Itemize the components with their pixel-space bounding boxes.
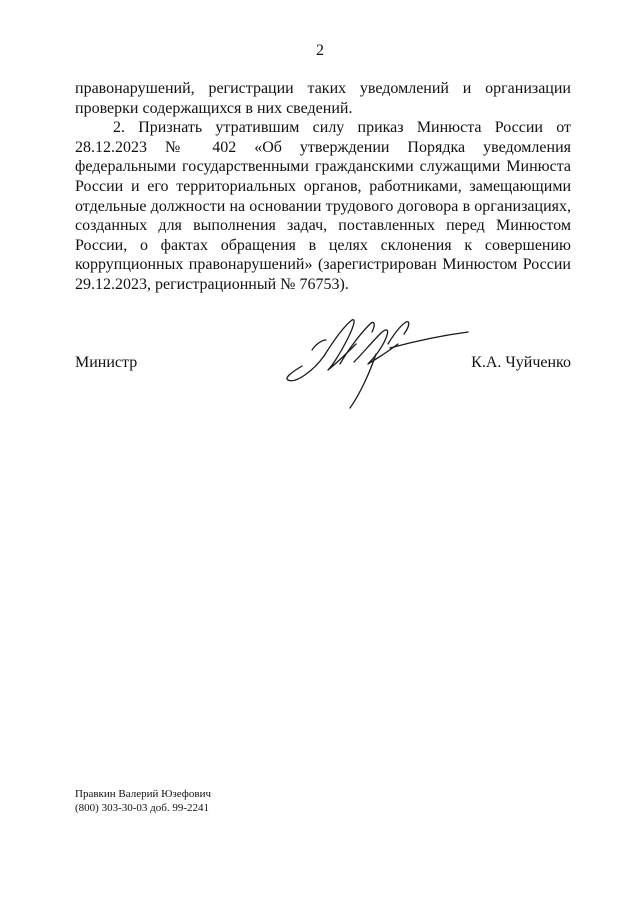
paragraph-continuation: правонарушений, регистрации таких уведомлений и организации проверки содержащихся в них сведений.: [75, 80, 571, 117]
document-body: [75, 79, 571, 295]
signatory-name: К.А. Чуйченко: [471, 354, 571, 371]
executor-name: Правкин Валерий Юзефович: [75, 788, 212, 800]
signatory-title: Министр: [75, 354, 138, 371]
executor-phone: (800) 303-30-03 доб. 99-2241: [75, 802, 210, 814]
handwritten-signature: [282, 304, 474, 414]
paragraph-2: 2. Признать утратившим силу приказ Минюста России от 28.12.2023 № 402 «Об утверждении Порядка уведомления федеральными государственными гражданскими служащими Минюста России и его территориальных органов, работниками, замещающими отдельные должности на основании трудового договора в организациях, созданных для выполнения задач, поставленных перед Минюстом России, о фактах обращения в целях склонения к совершению коррупционных правонарушений» (зарегистрирован Минюстом России 29.12.2023, регистрационный № 76753).: [75, 119, 571, 293]
executor-info: [75, 787, 211, 815]
page-number: 2: [316, 42, 324, 59]
